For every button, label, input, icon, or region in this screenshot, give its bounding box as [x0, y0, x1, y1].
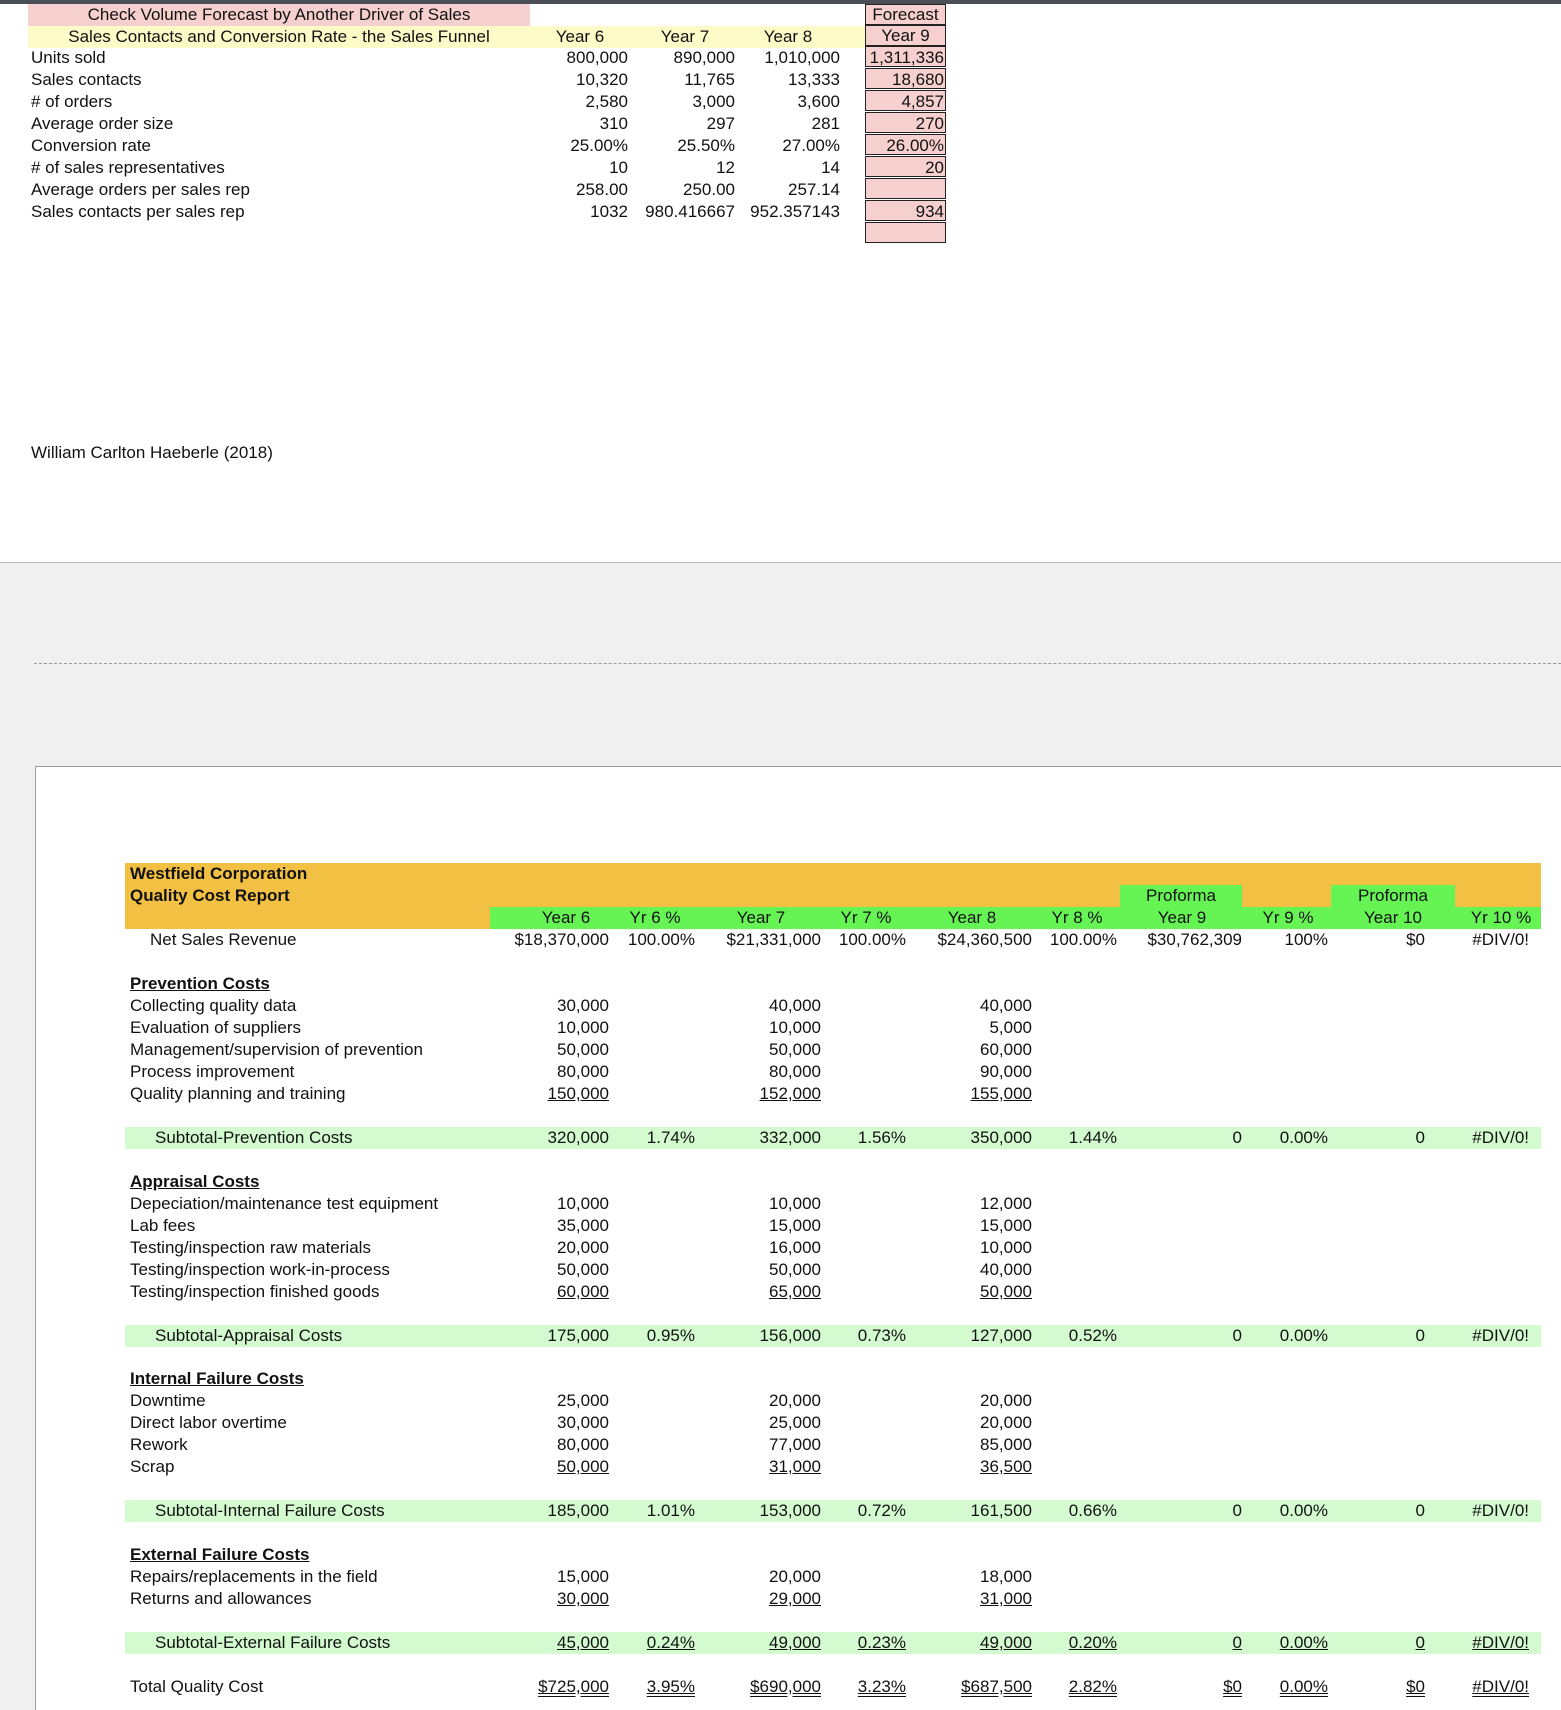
funnel-cell-y9: 26.00%	[886, 136, 944, 155]
revenue-col-7: $30,762,309	[1147, 930, 1242, 949]
revenue-col-6: 100.00%	[1049, 930, 1117, 949]
revenue-col-3: $21,331,000	[726, 930, 821, 949]
funnel-year-6-header: Year 6	[555, 27, 605, 46]
subtotal-col-9: 0	[1415, 1501, 1425, 1520]
cost-item-y8: 85,000	[980, 1435, 1032, 1454]
cost-item-label: Direct labor overtime	[130, 1413, 287, 1432]
total-col-7: $0	[1223, 1677, 1242, 1696]
subtotal-col-1: 320,000	[547, 1128, 609, 1147]
cost-item-y8: 18,000	[980, 1567, 1032, 1586]
author-credit: William Carlton Haeberle (2018)	[31, 443, 273, 462]
total-col-2: 3.95%	[646, 1677, 695, 1696]
cost-item-y7: 152,000	[759, 1084, 821, 1103]
subtotal-col-4: 0.23%	[857, 1633, 906, 1652]
subtotal-col-7: 0	[1232, 1633, 1242, 1652]
cost-item-y8: 20,000	[980, 1413, 1032, 1432]
funnel-cell-y6: 2,580	[585, 92, 628, 111]
funnel-cell-y7: 3,000	[692, 92, 735, 111]
funnel-row-label: Units sold	[31, 48, 106, 67]
cost-item-y6: 50,000	[557, 1457, 609, 1476]
report-header-col-6: Yr 8 %	[1051, 908, 1103, 927]
cost-item-label: Management/supervision of prevention	[130, 1040, 423, 1059]
section-title: Prevention Costs	[130, 974, 270, 993]
company-name: Westfield Corporation	[130, 864, 308, 883]
cost-item-y7: 65,000	[769, 1282, 821, 1301]
cost-item-y7: 10,000	[769, 1194, 821, 1213]
proforma-label-10: Proforma	[1358, 886, 1428, 905]
subtotal-col-6: 0.20%	[1068, 1633, 1117, 1652]
total-col-3: $690,000	[750, 1677, 821, 1696]
cost-item-y8: 31,000	[980, 1589, 1032, 1608]
revenue-label: Net Sales Revenue	[150, 930, 297, 949]
subtotal-col-9: 0	[1415, 1633, 1425, 1652]
funnel-cell-y9: 1,311,336	[869, 48, 944, 67]
subtotal-label: Subtotal-Prevention Costs	[155, 1128, 353, 1147]
cost-item-label: Testing/inspection work-in-process	[130, 1260, 390, 1279]
cost-item-y8: 12,000	[980, 1194, 1032, 1213]
funnel-cell-y7: 250.00	[683, 180, 735, 199]
funnel-row-label: # of sales representatives	[31, 158, 225, 177]
cost-item-y8: 10,000	[980, 1238, 1032, 1257]
funnel-title: Check Volume Forecast by Another Driver of Sales	[87, 5, 471, 24]
cost-item-y7: 50,000	[769, 1040, 821, 1059]
cost-item-label: Depeciation/maintenance test equipment	[130, 1194, 439, 1213]
funnel-cell-y6: 10	[609, 158, 628, 177]
cost-item-y8: 5,000	[989, 1018, 1032, 1037]
cost-item-y6: 150,000	[547, 1084, 609, 1103]
revenue-col-1: $18,370,000	[514, 930, 609, 949]
cost-item-y7: 77,000	[769, 1435, 821, 1454]
cost-item-y6: 30,000	[557, 996, 609, 1015]
total-col-4: 3.23%	[857, 1677, 906, 1696]
funnel-cell-y6: 1032	[590, 202, 628, 221]
funnel-cell-y8: 14	[821, 158, 840, 177]
subtotal-label: Subtotal-Appraisal Costs	[155, 1326, 343, 1345]
funnel-cell-y7: 297	[706, 114, 735, 133]
funnel-cell-y7: 890,000	[673, 48, 735, 67]
cost-item-y7: 10,000	[769, 1018, 821, 1037]
cost-item-label: Lab fees	[130, 1216, 196, 1235]
funnel-row-label: Sales contacts per sales rep	[31, 202, 245, 221]
cost-item-y6: 50,000	[557, 1040, 609, 1059]
report-header-col-5: Year 8	[947, 908, 997, 927]
cost-item-y7: 80,000	[769, 1062, 821, 1081]
cost-item-y6: 30,000	[557, 1413, 609, 1432]
funnel-cell-y8: 3,600	[797, 92, 840, 111]
subtotal-col-7: 0	[1232, 1501, 1242, 1520]
cost-item-label: Testing/inspection raw materials	[130, 1238, 371, 1257]
subtotal-col-3: 153,000	[759, 1501, 821, 1520]
section-title: External Failure Costs	[130, 1545, 310, 1564]
cost-item-y7: 20,000	[769, 1391, 821, 1410]
cost-item-y8: 20,000	[980, 1391, 1032, 1410]
cost-item-y6: 25,000	[557, 1391, 609, 1410]
cost-item-y6: 80,000	[557, 1435, 609, 1454]
subtotal-col-10: #DIV/0!	[1472, 1326, 1529, 1345]
subtotal-col-2: 0.95%	[646, 1326, 695, 1345]
cost-item-y6: 80,000	[557, 1062, 609, 1081]
subtotal-col-5: 49,000	[980, 1633, 1032, 1652]
total-col-5: $687,500	[961, 1677, 1032, 1696]
funnel-cell-y9: 18,680	[892, 70, 944, 89]
funnel-cell-y6: 10,320	[576, 70, 628, 89]
cost-item-y7: 50,000	[769, 1260, 821, 1279]
section-title: Appraisal Costs	[130, 1172, 260, 1191]
forecast-cell	[865, 178, 946, 199]
cost-item-label: Repairs/replacements in the field	[130, 1567, 378, 1586]
report-header-col-7: Year 9	[1157, 908, 1207, 927]
funnel-cell-y6: 258.00	[576, 180, 628, 199]
forecast-cell	[865, 222, 946, 243]
cost-item-label: Process improvement	[130, 1062, 295, 1081]
report-title: Quality Cost Report	[130, 886, 290, 905]
funnel-cell-y6: 310	[599, 114, 628, 133]
subtotal-col-4: 0.72%	[857, 1501, 906, 1520]
cost-item-y6: 60,000	[557, 1282, 609, 1301]
subtotal-col-2: 0.24%	[646, 1633, 695, 1652]
cost-item-y6: 35,000	[557, 1216, 609, 1235]
cost-item-label: Returns and allowances	[130, 1589, 312, 1608]
subtotal-col-10: #DIV/0!	[1472, 1633, 1529, 1652]
subtotal-col-5: 127,000	[970, 1326, 1032, 1345]
funnel-cell-y9: 20	[925, 158, 944, 177]
subtotal-col-7: 0	[1232, 1128, 1242, 1147]
cost-item-y7: 16,000	[769, 1238, 821, 1257]
subtotal-col-5: 161,500	[970, 1501, 1032, 1520]
cost-item-label: Testing/inspection finished goods	[130, 1282, 380, 1301]
funnel-cell-y8: 952.357143	[750, 202, 840, 221]
total-col-9: $0	[1406, 1677, 1425, 1696]
subtotal-col-2: 1.74%	[646, 1128, 695, 1147]
cost-item-label: Rework	[130, 1435, 188, 1454]
cost-item-y6: 30,000	[557, 1589, 609, 1608]
cost-item-label: Downtime	[130, 1391, 206, 1410]
page-break-line	[34, 663, 1561, 664]
cost-item-label: Quality planning and training	[130, 1084, 346, 1103]
cost-item-y6: 20,000	[557, 1238, 609, 1257]
cost-item-y6: 10,000	[557, 1194, 609, 1213]
funnel-cell-y8: 257.14	[788, 180, 840, 199]
subtotal-col-1: 185,000	[547, 1501, 609, 1520]
funnel-year-9-header: Year 9	[881, 26, 930, 45]
report-band-join	[488, 907, 490, 929]
cost-item-y7: 20,000	[769, 1567, 821, 1586]
funnel-subtitle: Sales Contacts and Conversion Rate - the Sales Funnel	[68, 27, 490, 46]
subtotal-col-9: 0	[1415, 1128, 1425, 1147]
subtotal-col-4: 0.73%	[857, 1326, 906, 1345]
funnel-cell-y9: 270	[915, 114, 944, 133]
revenue-col-2: 100.00%	[627, 930, 695, 949]
total-col-10: #DIV/0!	[1472, 1677, 1529, 1696]
report-header-col-3: Year 7	[736, 908, 786, 927]
subtotal-col-3: 332,000	[759, 1128, 821, 1147]
cost-item-y8: 40,000	[980, 996, 1032, 1015]
funnel-cell-y7: 11,765	[684, 70, 735, 89]
subtotal-col-3: 49,000	[769, 1633, 821, 1652]
subtotal-col-5: 350,000	[970, 1128, 1032, 1147]
cost-item-y6: 10,000	[557, 1018, 609, 1037]
funnel-row-label: Average orders per sales rep	[31, 180, 250, 199]
cost-item-y8: 60,000	[980, 1040, 1032, 1059]
funnel-cell-y9: 934	[915, 202, 944, 221]
funnel-row-label: Conversion rate	[31, 136, 152, 155]
total-label: Total Quality Cost	[130, 1677, 264, 1696]
section-title: Internal Failure Costs	[130, 1369, 304, 1388]
funnel-cell-y8: 13,333	[788, 70, 840, 89]
report-header-col-1: Year 6	[541, 908, 591, 927]
subtotal-col-8: 0.00%	[1279, 1633, 1328, 1652]
subtotal-col-1: 45,000	[557, 1633, 609, 1652]
cost-item-y7: 15,000	[769, 1216, 821, 1235]
funnel-cell-y8: 281	[811, 114, 840, 133]
report-header-col-4: Yr 7 %	[840, 908, 892, 927]
funnel-row-label: # of orders	[31, 92, 113, 111]
subtotal-col-10: #DIV/0!	[1472, 1501, 1529, 1520]
funnel-cell-y8: 1,010,000	[764, 48, 840, 67]
subtotal-col-2: 1.01%	[646, 1501, 695, 1520]
total-col-6: 2.82%	[1068, 1677, 1117, 1696]
subtotal-col-8: 0.00%	[1279, 1326, 1328, 1345]
cost-item-label: Scrap	[130, 1457, 175, 1476]
funnel-cell-y9: 4,857	[901, 92, 944, 111]
subtotal-col-8: 0.00%	[1279, 1501, 1328, 1520]
subtotal-col-9: 0	[1415, 1326, 1425, 1345]
cost-item-y6: 15,000	[557, 1567, 609, 1586]
funnel-row-label: Sales contacts	[31, 70, 142, 89]
funnel-year-7-header: Year 7	[660, 27, 710, 46]
forecast-label: Forecast	[872, 5, 939, 24]
funnel-cell-y7: 25.50%	[677, 136, 735, 155]
cost-item-label: Collecting quality data	[130, 996, 297, 1015]
subtotal-col-6: 0.66%	[1068, 1501, 1117, 1520]
revenue-col-10: #DIV/0!	[1472, 930, 1529, 949]
subtotal-col-3: 156,000	[759, 1326, 821, 1345]
subtotal-col-6: 0.52%	[1068, 1326, 1117, 1345]
funnel-cell-y6: 800,000	[566, 48, 628, 67]
cost-item-y8: 50,000	[980, 1282, 1032, 1301]
cost-item-y8: 36,500	[980, 1457, 1032, 1476]
cost-item-y6: 50,000	[557, 1260, 609, 1279]
subtotal-col-6: 1.44%	[1068, 1128, 1117, 1147]
cost-item-y8: 155,000	[970, 1084, 1032, 1103]
report-header-col-9: Year 10	[1364, 908, 1422, 927]
proforma-label-9: Proforma	[1146, 886, 1216, 905]
funnel-cell-y7: 980.416667	[645, 202, 735, 221]
cost-item-y8: 15,000	[980, 1216, 1032, 1235]
subtotal-label: Subtotal-Internal Failure Costs	[155, 1501, 385, 1520]
subtotal-col-7: 0	[1232, 1326, 1242, 1345]
subtotal-col-1: 175,000	[547, 1326, 609, 1345]
revenue-col-5: $24,360,500	[937, 930, 1032, 949]
cost-item-y7: 25,000	[769, 1413, 821, 1432]
subtotal-label: Subtotal-External Failure Costs	[155, 1633, 391, 1652]
subtotal-col-10: #DIV/0!	[1472, 1128, 1529, 1147]
revenue-col-8: 100%	[1284, 930, 1328, 949]
subtotal-col-4: 1.56%	[857, 1128, 906, 1147]
funnel-row-label: Average order size	[31, 114, 174, 133]
revenue-col-9: $0	[1406, 930, 1425, 949]
cost-item-y7: 29,000	[769, 1589, 821, 1608]
cost-item-y7: 31,000	[769, 1457, 821, 1476]
funnel-year-8-header: Year 8	[763, 27, 813, 46]
subtotal-col-8: 0.00%	[1279, 1128, 1328, 1147]
funnel-cell-y7: 12	[716, 158, 735, 177]
cost-item-label: Evaluation of suppliers	[130, 1018, 302, 1037]
funnel-cell-y8: 27.00%	[782, 136, 840, 155]
cost-item-y7: 40,000	[769, 996, 821, 1015]
cost-item-y8: 40,000	[980, 1260, 1032, 1279]
cost-item-y8: 90,000	[980, 1062, 1032, 1081]
report-header-col-2: Yr 6 %	[629, 908, 681, 927]
total-col-1: $725,000	[538, 1677, 609, 1696]
revenue-col-4: 100.00%	[838, 930, 906, 949]
report-header-col-10: Yr 10 %	[1470, 908, 1532, 927]
funnel-cell-y6: 25.00%	[570, 136, 628, 155]
total-col-8: 0.00%	[1279, 1677, 1328, 1696]
report-header-col-8: Yr 9 %	[1262, 908, 1314, 927]
